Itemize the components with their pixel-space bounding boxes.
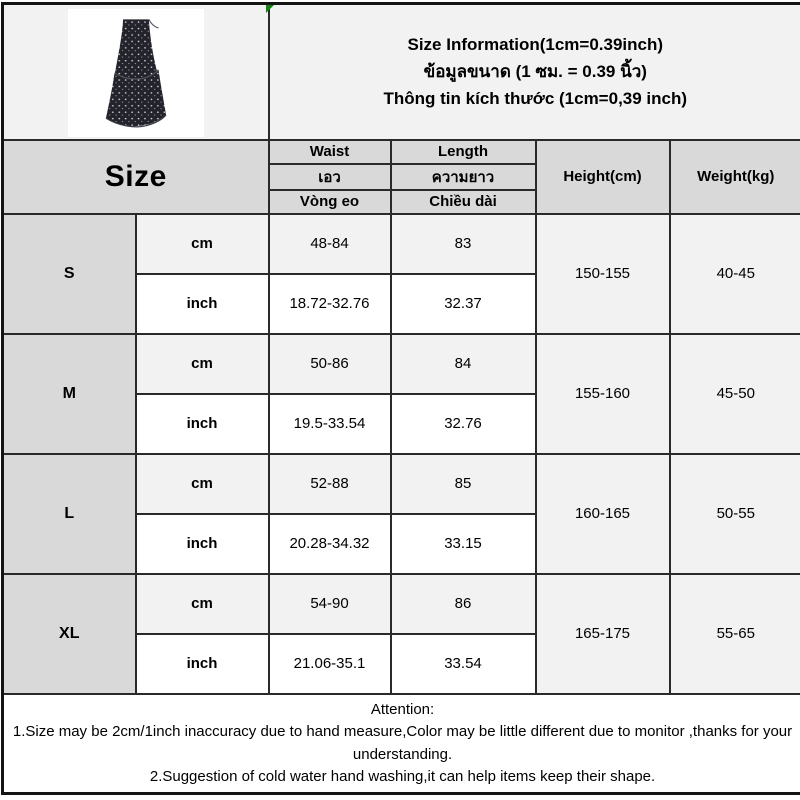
unit-label-cm: cm — [136, 454, 269, 514]
height-value: 150-155 — [536, 214, 670, 334]
unit-label-inch: inch — [136, 514, 269, 574]
length-inch-value: 33.54 — [391, 634, 536, 694]
length-inch-value: 32.76 — [391, 394, 536, 454]
length-inch-value: 33.15 — [391, 514, 536, 574]
height-value: 165-175 — [536, 574, 670, 694]
size-chart-table — [1, 2, 800, 795]
unit-label-cm: cm — [136, 574, 269, 634]
size-corner-header: Size — [3, 140, 269, 214]
length-cm-value: 84 — [391, 334, 536, 394]
length-cm-value: 86 — [391, 574, 536, 634]
size-label-s: S — [3, 214, 136, 334]
polka-dot-skirt-icon — [97, 14, 175, 132]
weight-header: Weight(kg) — [670, 140, 800, 214]
length-header-vi: Chiều dài — [391, 190, 536, 214]
table-row-s-cm — [3, 214, 800, 274]
weight-value: 40-45 — [670, 214, 800, 334]
length-inch-value: 32.37 — [391, 274, 536, 334]
weight-value: 45-50 — [670, 334, 800, 454]
waist-header-th: เอว — [269, 164, 391, 190]
weight-value: 55-65 — [670, 574, 800, 694]
height-value: 160-165 — [536, 454, 670, 574]
attention-line-2: 2.Suggestion of cold water hand washing,it can help items keep their shape. — [149, 768, 656, 785]
length-header-th: ความยาว — [391, 164, 536, 190]
header-row — [3, 4, 800, 140]
table-row-m-cm — [3, 334, 800, 394]
product-image — [68, 9, 204, 137]
unit-label-cm: cm — [136, 214, 269, 274]
height-value: 155-160 — [536, 334, 670, 454]
product-image-cell — [3, 4, 269, 140]
length-cm-value: 83 — [391, 214, 536, 274]
title-vietnamese: Thông tin kích thước (1cm=0,39 inch) — [383, 89, 688, 109]
waist-inch-value: 21.06-35.1 — [269, 634, 391, 694]
table-row-l-cm — [3, 454, 800, 514]
waist-cm-value: 52-88 — [269, 454, 391, 514]
unit-label-inch: inch — [136, 634, 269, 694]
length-header-en: Length — [391, 140, 536, 164]
excel-error-marker-icon — [266, 5, 274, 13]
size-chart-sheet — [1, 2, 797, 795]
title-english: Size Information(1cm=0.39inch) — [407, 34, 664, 54]
height-header: Height(cm) — [536, 140, 670, 214]
waist-header-vi: Vòng eo — [269, 190, 391, 214]
waist-inch-value: 19.5-33.54 — [269, 394, 391, 454]
attention-row — [3, 694, 800, 794]
attention-cell — [3, 694, 800, 794]
waist-header-en: Waist — [269, 140, 391, 164]
waist-inch-value: 18.72-32.76 — [269, 274, 391, 334]
size-label-l: L — [3, 454, 136, 574]
unit-label-inch: inch — [136, 274, 269, 334]
waist-cm-value: 50-86 — [269, 334, 391, 394]
waist-cm-value: 54-90 — [269, 574, 391, 634]
length-cm-value: 85 — [391, 454, 536, 514]
title-thai: ข้อมูลขนาด (1 ซม. = 0.39 นิ้ว) — [423, 62, 647, 82]
table-row-xl-cm — [3, 574, 800, 634]
size-label-m: M — [3, 334, 136, 454]
unit-label-inch: inch — [136, 394, 269, 454]
weight-value: 50-55 — [670, 454, 800, 574]
size-label-xl: XL — [3, 574, 136, 694]
waist-cm-value: 48-84 — [269, 214, 391, 274]
waist-inch-value: 20.28-34.32 — [269, 514, 391, 574]
attention-heading: Attention: — [370, 700, 435, 718]
attention-line-1: 1.Size may be 2cm/1inch inaccuracy due to hand measure,Color may be little different due to monitor ,thanks for your understanding. — [12, 723, 793, 763]
size-information-title-cell — [269, 4, 800, 140]
unit-label-cm: cm — [136, 334, 269, 394]
column-header-row-en — [3, 140, 800, 164]
